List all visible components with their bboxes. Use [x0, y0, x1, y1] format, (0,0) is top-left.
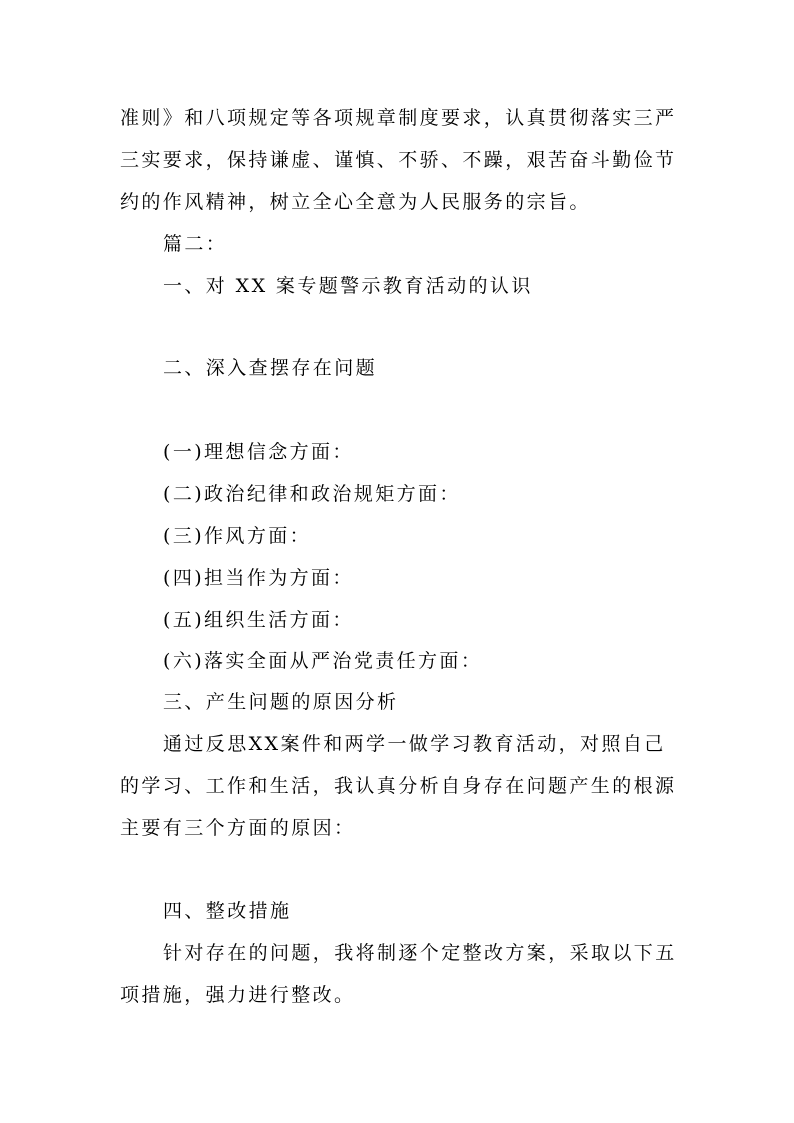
paragraph-line: 通过反思XX案件和两学一做学习教育活动，对照自己	[163, 733, 666, 755]
subsection-heading: (一)理想信念方面：	[163, 441, 354, 463]
paragraph-line: 准则》和八项规定等各项规章制度要求，认真贯彻落实三严	[120, 107, 677, 129]
paragraph-line: 主要有三个方面的原因：	[120, 817, 356, 839]
paragraph-line: 约的作风精神，树立全心全意为人民服务的宗旨。	[120, 191, 591, 213]
paragraph-line: 的学习、工作和生活，我认真分析自身存在问题产生的根源	[120, 775, 677, 797]
subsection-heading: (四)担当作为方面：	[163, 567, 354, 589]
section-heading: 四、整改措施	[163, 900, 292, 922]
paragraph-line: 三实要求，保持谦虚、谨慎、不骄、不躁，艰苦奋斗勤俭节	[120, 149, 677, 171]
section-heading: 二、深入查摆存在问题	[163, 357, 378, 379]
section-heading: 篇二：	[163, 233, 228, 255]
paragraph-line: 项措施，强力进行整改。	[120, 984, 356, 1006]
section-heading: 三、产生问题的原因分析	[163, 691, 399, 713]
subsection-heading: (二)政治纪律和政治规矩方面：	[163, 483, 461, 505]
paragraph-line: 针对存在的问题，我将制逐个定整改方案，采取以下五	[163, 942, 677, 964]
subsection-heading: (六)落实全面从严治党责任方面：	[163, 650, 483, 672]
subsection-heading: (五)组织生活方面：	[163, 609, 354, 631]
subsection-heading: (三)作风方面：	[163, 525, 312, 547]
section-heading: 一、对 XX 案专题警示教育活动的认识	[163, 275, 533, 297]
